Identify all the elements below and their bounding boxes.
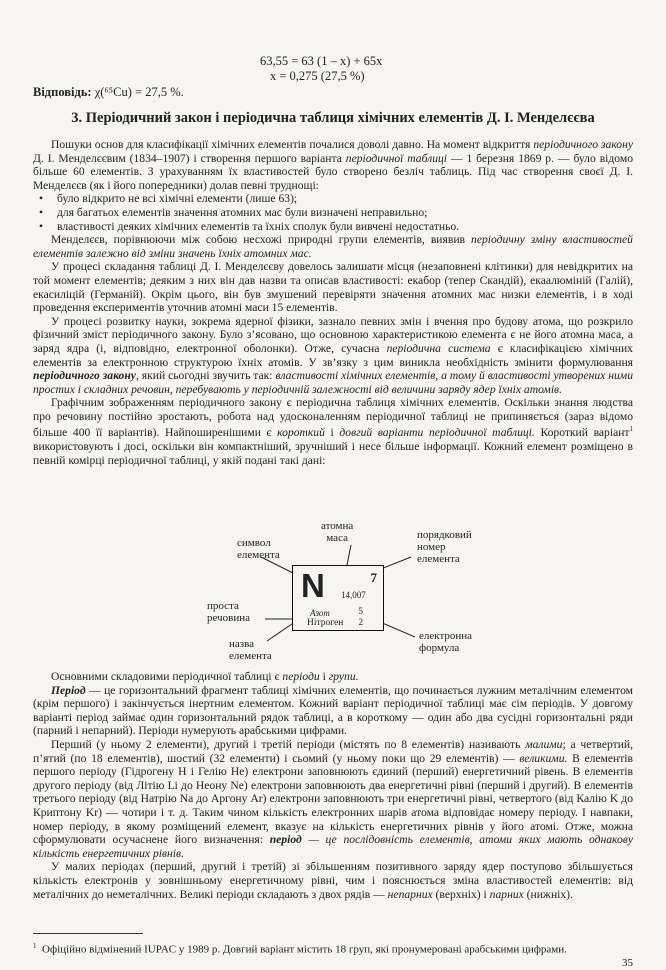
- page-number: 35: [622, 957, 633, 969]
- answer-value: χ(⁶⁵Cu) = 27,5 %.: [91, 85, 184, 99]
- simple-substance-name: Азот: [310, 608, 330, 618]
- list-item: • було відкрито не всі хімічні елементи (лише 63);: [49, 192, 633, 206]
- list-item: • для багатьох елементів значення атомних мас були визначені неправильно;: [49, 206, 633, 220]
- paragraph-5: Графічним зображенням періодичного закону є періодична таблиця хімічних елементів. Оскільки знання людства про речовину постійно зростають, робота над удосконаленням періодичної таблиці не припиняється (зараз відомо більше 400 її варіантів). Найпоширенішими є короткий і довгий варіанти періодичної таблиці. Короткий варіант$^1$ використовують і досі, оскільки він компактніший, зручніший і несе більше інформації. Кожний елемент розміщено в певній комірці періодичної таблиці, у якій подані такі дані:: [33, 396, 633, 467]
- element-cell-nitrogen: [292, 565, 384, 631]
- section-heading: 3. Періодичний закон і періодична таблиця хімічних елементів Д. І. Менделєєва: [71, 110, 595, 126]
- label-electron-formula: електронна формула: [419, 630, 473, 654]
- label-atomic-number: порядковий номер елемента: [417, 529, 472, 565]
- element-cell-diagram: [193, 519, 503, 671]
- electron-count-inner: 2: [358, 617, 363, 627]
- paragraph-3: У процесі складання таблиці Д. І. Менделєєву довелось залишати місця (незаповнені клітинки) для невідкритих на той момент елементів; деяким з них він дав назви та описав властивості: екабор (тепер Скандій), екаалюміній (Галій), екасиліцій (Германій). Окрім цього, він був змушений перевіряти значення атомних мас низки елементів, і в ході проведення експериментів уточнив атомні маси 15 елементів.: [33, 260, 633, 315]
- paragraph-4: У процесі розвитку науки, зокрема ядерної фізики, зазнало певних змін і вчення про будову атома, що розкрило фізичний зміст періодичного закону. Було з’ясовано, що основною характеристикою елемента є не його атомна маса, а заряд ядра (і, відповідно, електронної оболонки). Отже, сучасна періодична система є класифікацією хімічних елементів за електронною структурою їхніх атомів. У зв’язку з цим виникла необхідність змінити формулювання періодичного закону, який сьогодні звучить так: властивості хімічних елементів, а тому й властивості утворених ними простих і складних речовин, перебувають у періодичній залежності від величини заряду ядер їхніх атомів.: [33, 314, 633, 396]
- paragraph-9: У малих періодах (перший, другий і третій) зі збільшенням позитивного заряду ядер поступово збільшується кількість електронів у зовнішньому енергетичному рівні, чим і пояснюється зміна властивостей елементів: від металічних до неметалічних. Великі періоди складають з двох рядів — непарних (верхніх) і парних (нижніх).: [33, 860, 633, 901]
- paragraph-7: Період — це горизонтальний фрагмент таблиці хімічних елементів, що починається лужним металічним елементом (крім першого) і закінчується інертним елементом. Кожний варіант періодичної таблиці має сім періодів. У довгому варіанті період займає один горизонтальний рядок таблиці, а в короткому — один або два сусідні горизонтальні ряди (парний і непарний). Періоди нумерують арабськими цифрами.: [33, 683, 633, 738]
- footnote-divider: [33, 933, 143, 934]
- list-item: • властивості деяких хімічних елементів та їхніх сполук були вивчені недостатньо.: [49, 220, 633, 234]
- label-element-symbol: символ елемента: [237, 537, 280, 561]
- element-symbol: N: [301, 567, 325, 604]
- paragraph-6: Основними складовими періодичної таблиці є періоди і групи.: [51, 670, 359, 683]
- answer-label: Відповідь:: [33, 85, 92, 99]
- answer-line: [33, 85, 184, 100]
- equation-line-1: 63,55 = 63 (1 – x) + 65x: [260, 54, 383, 68]
- label-atomic-mass: атомна маса: [321, 520, 354, 544]
- periods-section: [33, 670, 633, 901]
- label-simple-substance: проста речовина: [207, 600, 250, 624]
- equation-block: [260, 54, 382, 84]
- footnote: [33, 942, 633, 956]
- equation-line-2: x = 0,275 (27,5 %): [270, 69, 365, 83]
- footnote-text: Офіційно відмінений IUPAC у 1989 р. Довгий варіант містить 18 груп, які пронумеровані арабськими цифрами.: [42, 943, 567, 956]
- footnote-ref: 1: [629, 425, 633, 434]
- element-name: Нітроген: [307, 618, 344, 628]
- atomic-number: 7: [370, 570, 377, 585]
- atomic-mass: 14,007: [341, 590, 366, 600]
- label-element-name: назва елемента: [229, 638, 272, 662]
- paragraph-8: Перший (у ньому 2 елементи), другий і третій періоди (містять по 8 елементів) називають малими; а четвертий, п’ятий (по 18 елементів), шостий (32 елементи) і сьомий (у ньому поки що 29 елементів) — великими. В елементів першого періоду (Гідрогену H і Гелію He) електрони заповнюють єдиний (перший) енергетичний рівень. В елементів другого періоду (від Літію Li до Неону Ne) електрони заповнюють два енергетичні рівні (перший і другий). В елементів третього періоду (від Натрію Na до Аргону Ar) електрони заповнюють три енергетичні рівні, четвертого (від Калію K до Криптону Kr) — чотири і т. д. Таким чином кількість електронних шарів атома відповідає номеру періоду. І навпаки, номер періоду, в якому розміщений елемент, вказує на кількість енергетичних рівнів у його атомі. Отже, можна сформулювати осучаснене його визначення: період — це послідовність елементів, атоми яких мають однакову кількість енергетичних рівнів.: [33, 737, 634, 860]
- difficulties-list: [33, 192, 633, 233]
- electron-count-outer: 5: [358, 606, 363, 616]
- paragraph-2: Менделєєв, порівнюючи між собою несхожі природні групи елементів, виявив періодичну зміну властивостей елементів залежно від зміни значень їхніх атомних мас.: [33, 233, 633, 260]
- section-body: [33, 138, 633, 467]
- footnote-mark: 1: [33, 942, 37, 950]
- paragraph-1: Пошуки основ для класифікації хімічних елементів почалися доволі давно. На момент відкриття періодичного закону Д. І. Менделєєвим (1834–1907) і створення першого варіанта періодичної таблиці — 1 березня 1869 р. — було відомо більше 60 елементів. З урахуванням їх властивостей було створено безліч таблиць. Під час створення своєї Д. І. Менделєєв (як і його попередники) долав певні труднощі:: [33, 138, 633, 192]
